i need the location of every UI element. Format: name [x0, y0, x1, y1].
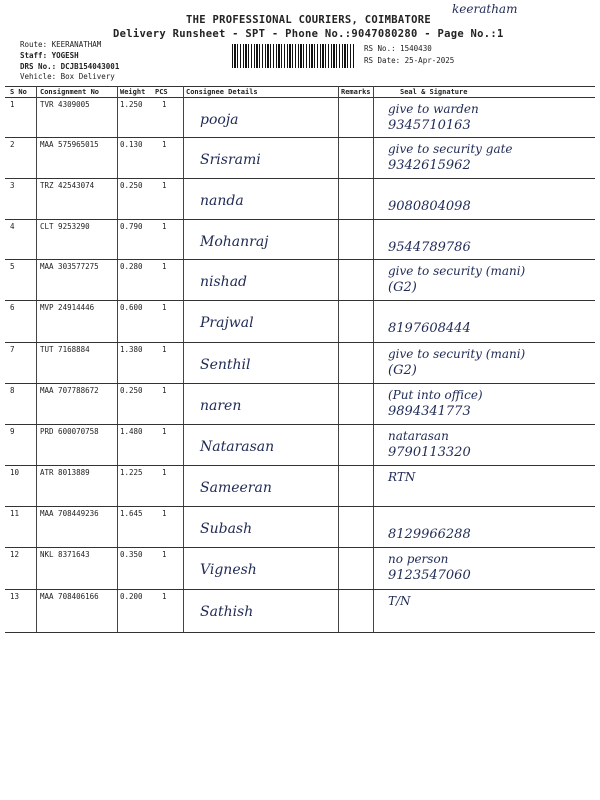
row-consignment-no: MAA 708406166 [40, 592, 99, 601]
row-consignment-no: TRZ 42543074 [40, 181, 95, 190]
row-pcs: 1 [162, 427, 167, 436]
handwritten-note: keeratham [452, 2, 518, 16]
row-signature-phone: 9790113320 [388, 445, 471, 460]
company-title: THE PROFESSIONAL COURIERS, COIMBATORE [186, 14, 431, 26]
row-separator [5, 137, 595, 138]
header-weight: Weight [120, 88, 146, 96]
row-consignment-no: TVR 4309005 [40, 100, 90, 109]
route-label: Route: KEERANATHAM [20, 40, 102, 49]
row-consignee-handwriting: nishad [200, 274, 248, 290]
row-sno: 11 [10, 509, 20, 518]
row-signature-phone: 9894341773 [388, 404, 471, 419]
row-consignee-handwriting: Srisrami [200, 152, 261, 168]
row-signature-phone: (G2) [388, 363, 417, 378]
row-signature-note: give to warden [388, 102, 479, 116]
col-divider [117, 86, 118, 632]
row-consignee-handwriting: Sathish [200, 604, 254, 620]
col-divider [338, 86, 339, 632]
row-consignee-handwriting: pooja [200, 112, 239, 128]
row-pcs: 1 [162, 550, 167, 559]
row-signature-note: natarasan [388, 429, 449, 443]
row-weight: 1.645 [120, 509, 143, 518]
row-weight: 1.480 [120, 427, 143, 436]
row-pcs: 1 [162, 509, 167, 518]
row-separator [5, 300, 595, 301]
row-consignment-no: PRD 600070758 [40, 427, 99, 436]
row-pcs: 1 [162, 592, 167, 601]
row-sno: 2 [10, 140, 15, 149]
row-separator [5, 219, 595, 220]
row-signature-note: (Put into office) [388, 388, 483, 402]
row-signature-phone: 9345710163 [388, 118, 471, 133]
row-consignee-handwriting: Sameeran [200, 480, 272, 496]
row-consignee-handwriting: Subash [200, 521, 253, 537]
row-weight: 0.600 [120, 303, 143, 312]
row-pcs: 1 [162, 100, 167, 109]
row-signature-note: give to security gate [388, 142, 513, 156]
row-separator [5, 424, 595, 425]
row-sno: 8 [10, 386, 15, 395]
row-sno: 5 [10, 262, 15, 271]
row-separator [5, 178, 595, 179]
row-pcs: 1 [162, 303, 167, 312]
table-bottom-border [5, 632, 595, 633]
row-signature-note: give to security (mani) [388, 347, 526, 361]
row-pcs: 1 [162, 262, 167, 271]
header-seal-signature: Seal & Signature [400, 88, 468, 96]
header-pcs: PCS [155, 88, 168, 96]
row-sno: 12 [10, 550, 20, 559]
row-sno: 7 [10, 345, 15, 354]
row-weight: 1.250 [120, 100, 143, 109]
row-consignment-no: CLT 9253290 [40, 222, 90, 231]
header-consignment: Consignment No [40, 88, 100, 96]
row-separator [5, 465, 595, 466]
row-consignment-no: MAA 575965015 [40, 140, 99, 149]
row-pcs: 1 [162, 468, 167, 477]
row-consignment-no: MAA 708449236 [40, 509, 99, 518]
row-weight: 0.280 [120, 262, 143, 271]
row-pcs: 1 [162, 222, 167, 231]
drs-label: DRS No.: DCJB154043001 [20, 62, 120, 71]
row-pcs: 1 [162, 386, 167, 395]
row-weight: 0.130 [120, 140, 143, 149]
row-separator [5, 506, 595, 507]
row-weight: 0.250 [120, 181, 143, 190]
row-consignee-handwriting: Vignesh [200, 562, 257, 578]
row-sno: 13 [10, 592, 20, 601]
col-divider [183, 86, 184, 632]
row-sno: 6 [10, 303, 15, 312]
row-pcs: 1 [162, 140, 167, 149]
row-sno: 10 [10, 468, 20, 477]
vehicle-label: Vehicle: Box Delivery [20, 72, 115, 81]
table-header-border [5, 97, 595, 98]
row-weight: 0.350 [120, 550, 143, 559]
row-sno: 3 [10, 181, 15, 190]
row-consignee-handwriting: naren [200, 398, 242, 414]
staff-label: Staff: YOGESH [20, 51, 79, 60]
row-sno: 1 [10, 100, 15, 109]
row-signature-phone: 9342615962 [388, 158, 471, 173]
header-remarks: Remarks [341, 88, 371, 96]
row-signature-phone: 8197608444 [388, 321, 471, 336]
row-consignee-handwriting: Natarasan [200, 439, 275, 455]
row-consignment-no: MAA 707788672 [40, 386, 99, 395]
row-signature-phone: 9080804098 [388, 199, 471, 214]
row-sno: 4 [10, 222, 15, 231]
row-signature-phone: 9544789786 [388, 240, 471, 255]
row-consignment-no: MVP 24914446 [40, 303, 95, 312]
row-weight: 1.380 [120, 345, 143, 354]
row-consignee-handwriting: nanda [200, 193, 244, 209]
barcode [232, 44, 354, 68]
row-weight: 1.225 [120, 468, 143, 477]
row-consignee-handwriting: Mohanraj [200, 234, 269, 250]
row-signature-phone: 8129966288 [388, 527, 471, 542]
row-signature-note: no person [388, 552, 449, 566]
row-signature-note: give to security (mani) [388, 264, 526, 278]
rs-date-label: RS Date: 25-Apr-2025 [364, 56, 455, 65]
row-signature-note: T/N [388, 594, 411, 608]
header-sno: S No [10, 88, 27, 96]
row-separator [5, 259, 595, 260]
header-consignee: Consignee Details [186, 88, 258, 96]
row-separator [5, 342, 595, 343]
row-signature-phone: (G2) [388, 280, 417, 295]
row-weight: 0.250 [120, 386, 143, 395]
row-weight: 0.790 [120, 222, 143, 231]
row-separator [5, 589, 595, 590]
row-consignment-no: TUT 7168884 [40, 345, 90, 354]
row-consignee-handwriting: Senthil [200, 357, 251, 373]
row-sno: 9 [10, 427, 15, 436]
col-divider [373, 86, 374, 632]
row-separator [5, 547, 595, 548]
row-consignee-handwriting: Prajwal [200, 315, 254, 331]
runsheet-subtitle: Delivery Runsheet - SPT - Phone No.:9047080280 - Page No.:1 [113, 28, 504, 40]
row-separator [5, 383, 595, 384]
row-pcs: 1 [162, 345, 167, 354]
row-consignment-no: NKL 8371643 [40, 550, 90, 559]
row-signature-note: RTN [388, 470, 416, 484]
rs-no-label: RS No.: 1540430 [364, 44, 432, 53]
table-top-border [5, 86, 595, 87]
row-pcs: 1 [162, 181, 167, 190]
row-consignment-no: ATR 8013889 [40, 468, 90, 477]
col-divider [36, 86, 37, 632]
row-consignment-no: MAA 303577275 [40, 262, 99, 271]
row-weight: 0.200 [120, 592, 143, 601]
row-signature-phone: 9123547060 [388, 568, 471, 583]
